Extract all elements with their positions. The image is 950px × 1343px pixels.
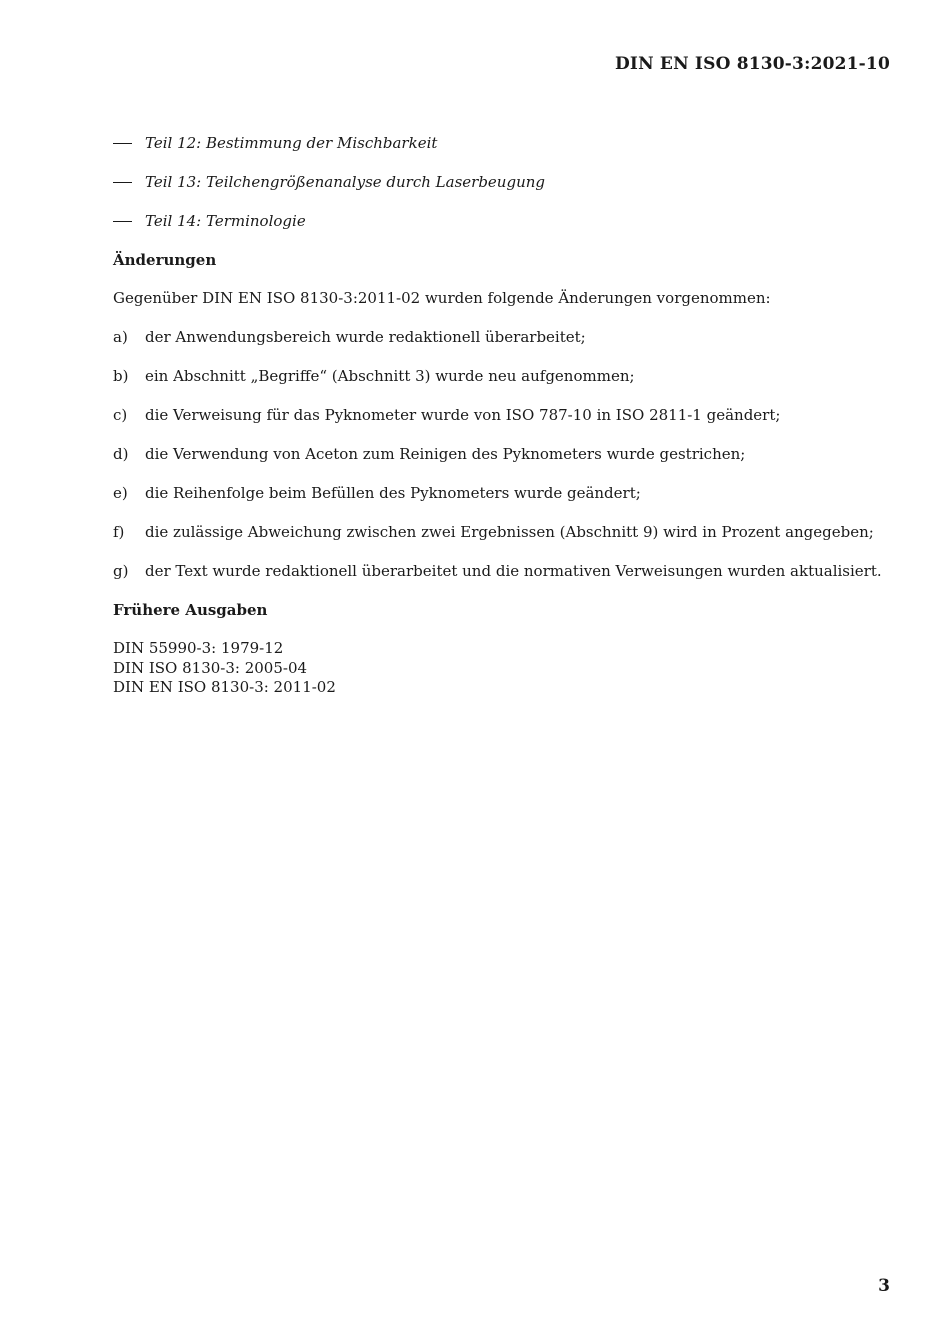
change-marker: d) <box>113 445 129 463</box>
document-id-header: DIN EN ISO 8130-3:2021-10 <box>614 54 890 74</box>
change-item <box>113 483 893 503</box>
change-text: ein Abschnitt „Begriffe“ (Abschnitt 3) wurde neu aufgenommen; <box>145 367 635 385</box>
change-marker: f) <box>113 523 125 541</box>
parts-list-item <box>113 133 893 153</box>
page-number: 3 <box>878 1276 890 1296</box>
edition-line: DIN ISO 8130-3: 2005-04 <box>113 658 308 677</box>
change-marker: e) <box>113 484 128 502</box>
change-item <box>113 522 893 542</box>
parts-list-text: Teil 12: Bestimmung der Mischbarkeit <box>145 134 438 152</box>
change-marker: a) <box>113 328 128 346</box>
change-text: die Verwendung von Aceton zum Reinigen des Pyknometers wurde gestrichen; <box>145 445 746 463</box>
parts-list-item <box>113 172 893 192</box>
change-item <box>113 327 893 347</box>
change-marker: g) <box>113 562 129 580</box>
change-marker: b) <box>113 367 129 385</box>
change-text: die Reihenfolge beim Befüllen des Pyknometers wurde geändert; <box>145 484 641 502</box>
changes-intro: Gegenüber DIN EN ISO 8130-3:2011-02 wurden folgende Änderungen vorgenommen: <box>113 289 771 307</box>
change-text: die Verweisung für das Pyknometer wurde von ISO 787-10 in ISO 2811-1 geändert; <box>145 406 781 424</box>
change-item <box>113 561 893 581</box>
changes-heading: Änderungen <box>113 251 217 269</box>
previous-editions-list <box>113 638 893 697</box>
change-text: die zulässige Abweichung zwischen zwei Ergebnissen (Abschnitt 9) wird in Prozent angegeben; <box>145 523 874 541</box>
change-marker: c) <box>113 406 128 424</box>
dash-bullet <box>113 182 132 183</box>
change-item <box>113 405 893 425</box>
dash-bullet <box>113 221 132 222</box>
change-item <box>113 366 893 386</box>
previous-editions-heading: Frühere Ausgaben <box>113 601 268 619</box>
edition-line: DIN EN ISO 8130-3: 2011-02 <box>113 678 336 696</box>
dash-bullet <box>113 143 132 144</box>
change-item <box>113 444 893 464</box>
change-text: der Anwendungsbereich wurde redaktionell überarbeitet; <box>145 328 586 346</box>
parts-list-text: Teil 14: Terminologie <box>145 212 306 230</box>
page-content <box>113 133 893 697</box>
parts-list-item <box>113 211 893 231</box>
edition-line: DIN 55990-3: 1979-12 <box>113 639 284 657</box>
change-text: der Text wurde redaktionell überarbeitet und die normativen Verweisungen wurden aktualisiert. <box>145 562 882 580</box>
parts-list-text: Teil 13: Teilchengrößenanalyse durch Laserbeugung <box>145 173 545 191</box>
